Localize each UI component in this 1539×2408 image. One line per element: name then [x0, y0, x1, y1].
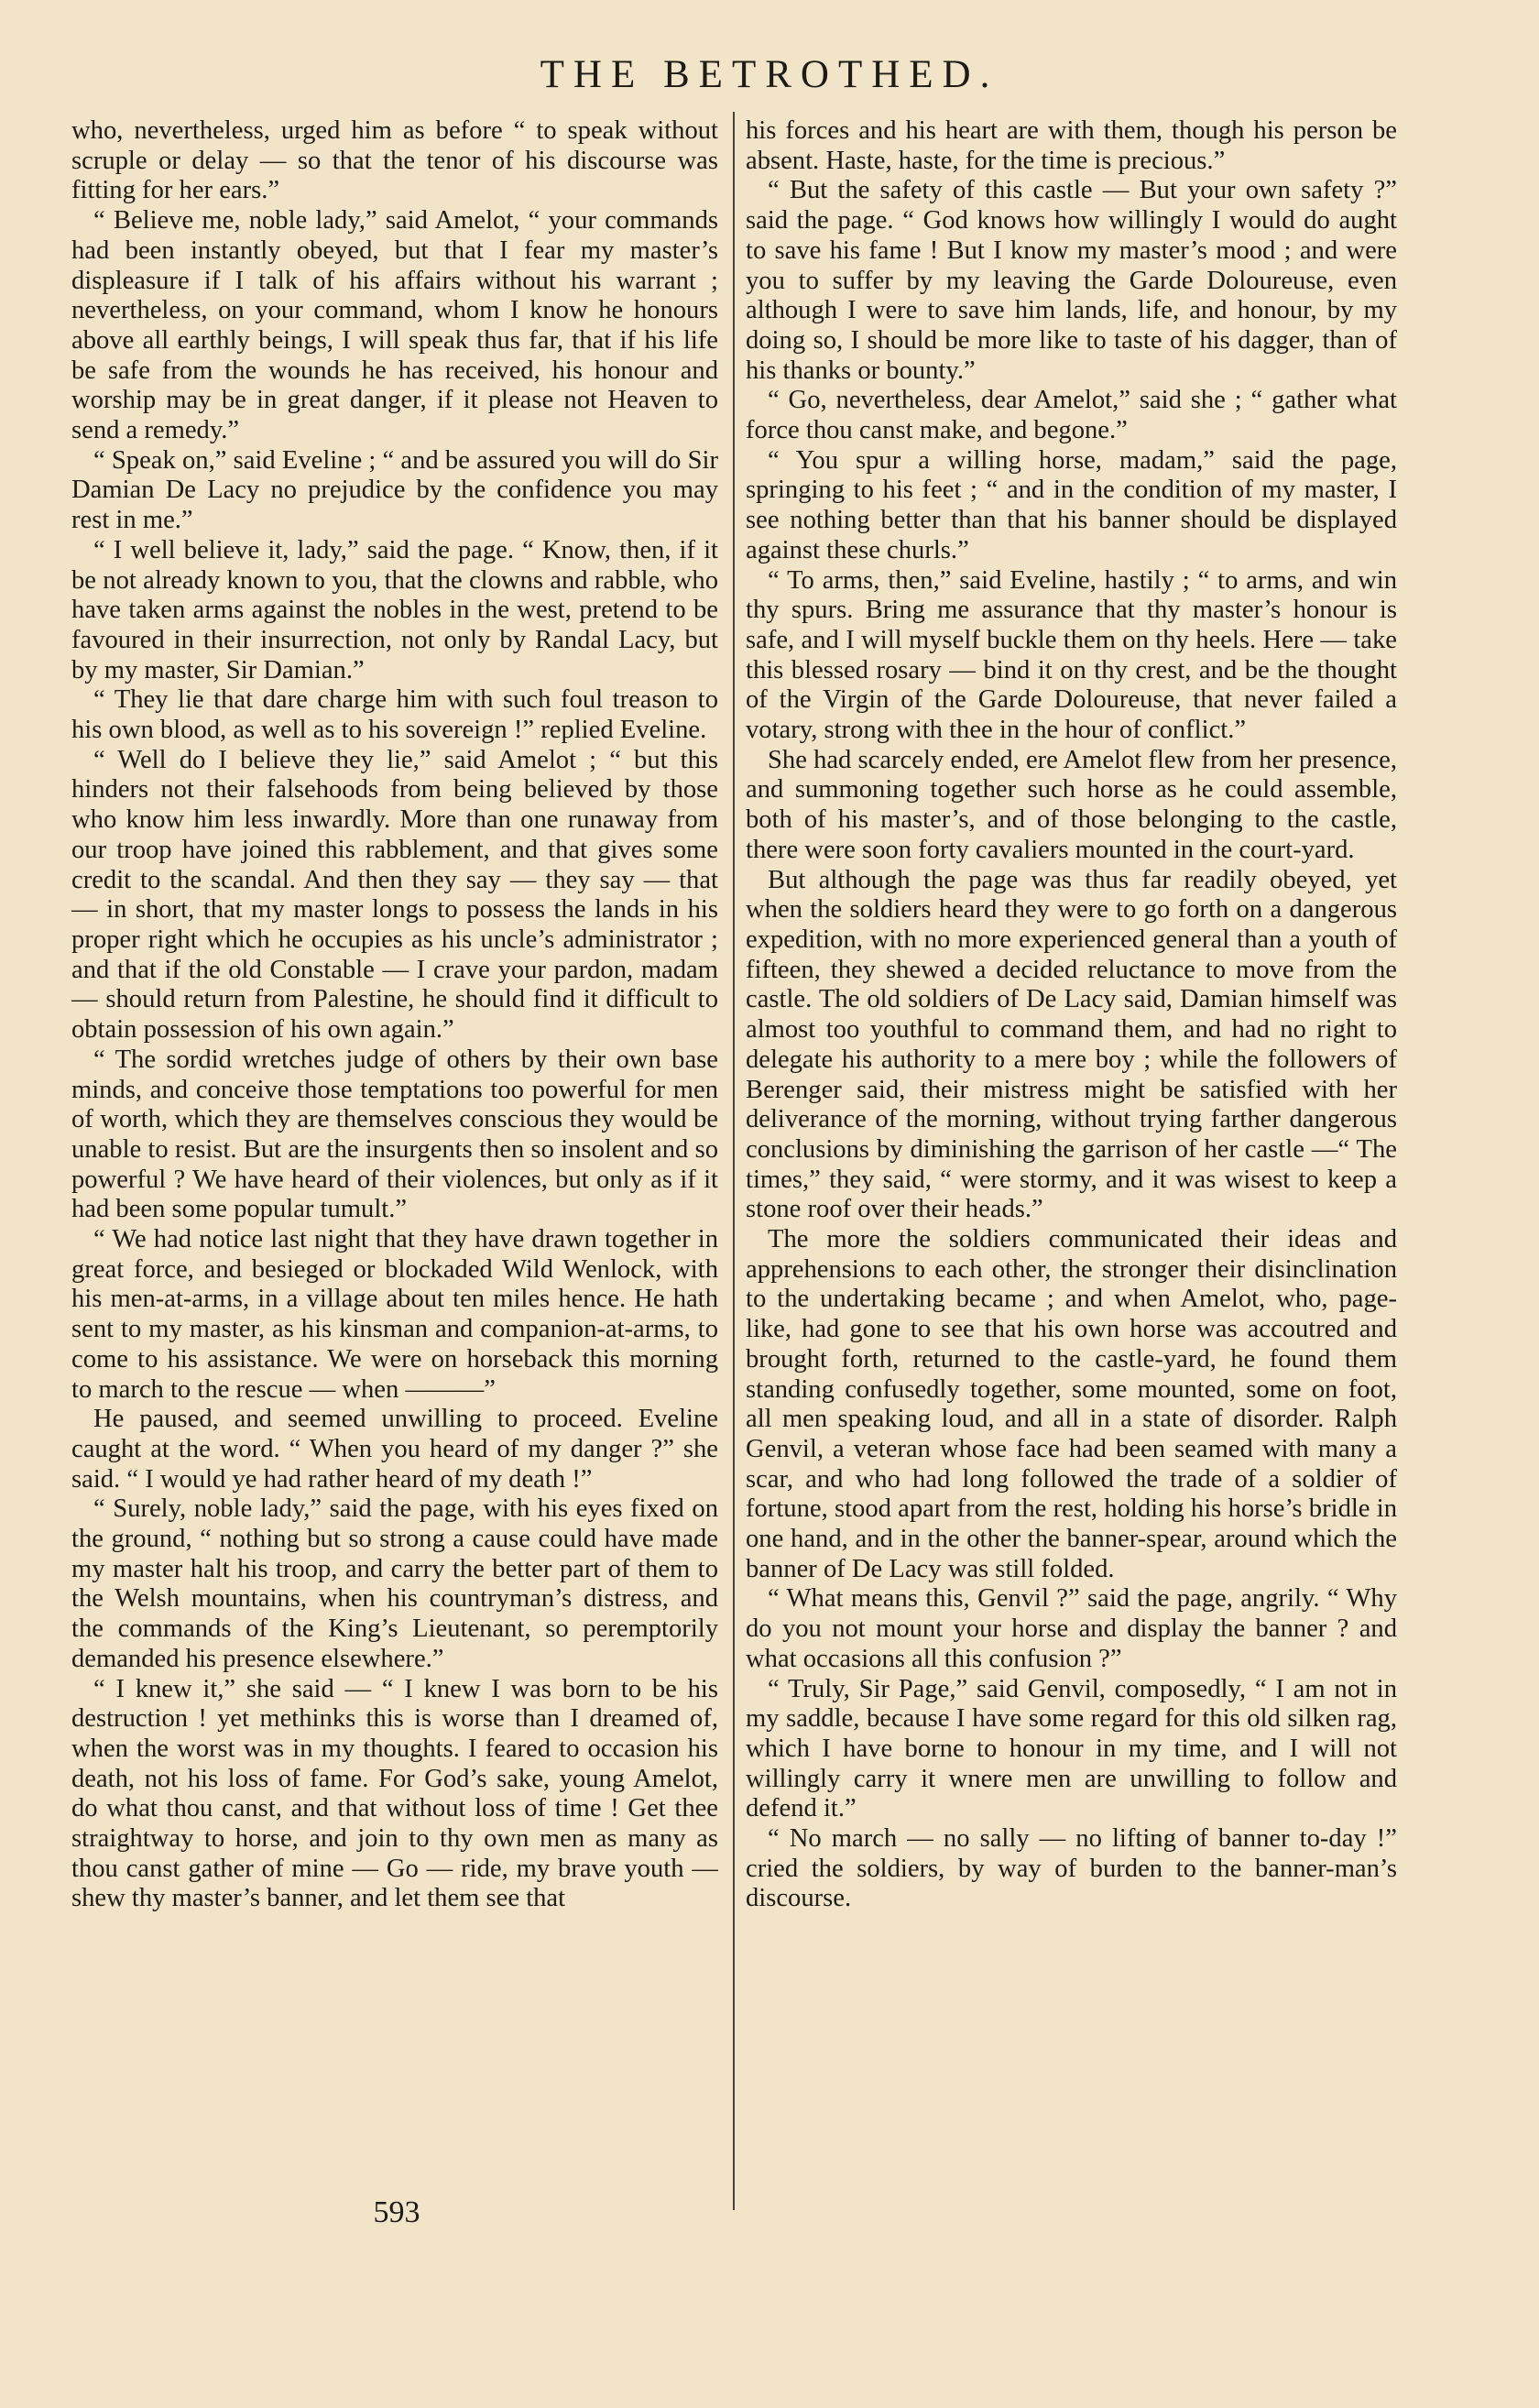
page-number: 593 [373, 2195, 420, 2229]
left-column [71, 116, 718, 2196]
paragraph: “ What means this, Genvil ?” said the page, angrily. “ Why do you not mount your horse and display the banner ? and what occasions all this confusion ?” [746, 1584, 1397, 1673]
paragraph: The more the soldiers communicated their ideas and apprehensions to each other, the stronger their disinclination to the undertaking became ; and when Amelot, who, page-like, had gone to see that his own horse was accoutred and brought forth, returned to the castle-yard, he found them standing confusedly together, some mounted, some on foot, all men speaking loud, and all in a state of disorder. Ralph Genvil, a veteran whose face had been seamed with many a scar, and who had long followed the trade of a soldier of fortune, stood apart from the rest, holding his horse’s bridle in one hand, and in the other the banner-spear, around which the banner of De Lacy was still folded. [746, 1225, 1397, 1583]
page-header: THE BETROTHED. [540, 53, 999, 96]
paragraph: “ Speak on,” said Eveline ; “ and be assured you will do Sir Damian De Lacy no prejudice by the confidence you may rest in me.” [71, 445, 718, 535]
paragraph: But although the page was thus far readily obeyed, yet when the soldiers heard they were to go forth on a dangerous expedition, with no more experienced general than a youth of fifteen, they shewed a decided reluctance to move from the castle. The old soldiers of De Lacy said, Damian himself was almost too youthful to command them, and had no right to delegate his authority to a mere boy ; while the followers of Berenger said, their mistress might be satisfied with her deliverance of the morning, without trying farther dangerous conclusions by diminishing the garrison of her castle —“ The times,” they said, “ were stormy, and it was wisest to keep a stone roof over their heads.” [746, 865, 1397, 1224]
paragraph: “ Believe me, noble lady,” said Amelot, “ your commands had been instantly obeyed, but that I fear my master’s displeasure if I talk of his affairs without his warrant ; nevertheless, on your command, whom I know he honours above all earthly beings, I will speak thus far, that if his life be safe from the wounds he has received, his honour and worship may be in great danger, if it please not Heaven to send a remedy.” [71, 206, 718, 445]
paragraph: “ I well believe it, lady,” said the page. “ Know, then, if it be not already known to you, that the clowns and rabble, who have taken arms against the nobles in the west, pretend to be favoured in their insurrection, not only by Randal Lacy, but by my master, Sir Damian.” [71, 535, 718, 684]
paragraph: “ To arms, then,” said Eveline, hastily ; “ to arms, and win thy spurs. Bring me assurance that thy master’s honour is safe, and I will myself buckle them on thy heels. Here — take this blessed rosary — bind it on thy crest, and be the thought of the Virgin of the Garde Doloureuse, that never failed a votary, strong with thee in the hour of conflict.” [746, 565, 1397, 745]
paragraph: who, nevertheless, urged him as before “ to speak without scruple or delay — so that the tenor of his discourse was fitting for her ears.” [71, 116, 718, 205]
paragraph: his forces and his heart are with them, though his person be absent. Haste, haste, for the time is precious.” [746, 116, 1397, 175]
paragraph: “ Well do I believe they lie,” said Amelot ; “ but this hinders not their falsehoods from being believed by those who know him less inwardly. More than one runaway from our troop have joined this rabblement, and that gives some credit to the scandal. And then they say — they say — that — in short, that my master longs to possess the lands in his proper right which he occupies as his uncle’s administrator ; and that if the old Constable — I crave your pardon, madam — should return from Palestine, he should find it difficult to obtain possession of his own again.” [71, 745, 718, 1045]
paragraph: She had scarcely ended, ere Amelot flew from her presence, and summoning together such horse as he could assemble, both of his master’s, and of those belonging to the castle, there were soon forty cavaliers mounted in the court-yard. [746, 745, 1397, 864]
column-divider [733, 112, 735, 2210]
paragraph: “ Surely, noble lady,” said the page, with his eyes fixed on the ground, “ nothing but so strong a cause could have made my master halt his troop, and carry the better part of them to the Welsh mountains, when his countryman’s distress, and the commands of the King’s Lieutenant, so peremptorily demanded his presence elsewhere.” [71, 1494, 718, 1673]
paragraph: “ I knew it,” she said — “ I knew I was born to be his destruction ! yet methinks this is worse than I dreamed of, when the worst was in my thoughts. I feared to occasion his death, not his loss of fame. For God’s sake, young Amelot, do what thou canst, and that without loss of time ! Get thee straightway to horse, and join to thy own men as many as thou canst gather of mine — Go — ride, my brave youth — shew thy master’s banner, and let them see that [71, 1674, 718, 1913]
paragraph: He paused, and seemed unwilling to proceed. Eveline caught at the word. “ When you heard of my danger ?” she said. “ I would ye had rather heard of my death !” [71, 1405, 718, 1494]
paragraph: “ They lie that dare charge him with such foul treason to his own blood, as well as to his sovereign !” replied Eveline. [71, 685, 718, 745]
right-column [746, 116, 1397, 2196]
paragraph: “ You spur a willing horse, madam,” said the page, springing to his feet ; “ and in the condition of my master, I see nothing better than that his banner should be displayed against these churls.” [746, 445, 1397, 564]
paragraph: “ No march — no sally — no lifting of banner to-day !” cried the soldiers, by way of burden to the banner-man’s discourse. [746, 1824, 1397, 1913]
paragraph: “ Truly, Sir Page,” said Genvil, composedly, “ I am not in my saddle, because I have some regard for this old silken rag, which I have borne to honour in my time, and I will not willingly carry it wnere men are unwilling to follow and defend it.” [746, 1674, 1397, 1823]
paragraph: “ We had notice last night that they have drawn together in great force, and besieged or blockaded Wild Wenlock, with his men-at-arms, in a village about ten miles hence. He hath sent to my master, as his kinsman and companion-at-arms, to come to his assistance. We were on horseback this morning to march to the rescue — when ———” [71, 1225, 718, 1404]
paragraph: “ The sordid wretches judge of others by their own base minds, and conceive those temptations too powerful for men of worth, which they are themselves conscious they would be unable to resist. But are the insurgents then so insolent and so powerful ? We have heard of their violences, but only as if it had been some popular tumult.” [71, 1045, 718, 1224]
paragraph: “ But the safety of this castle — But your own safety ?” said the page. “ God knows how willingly I would do aught to save his fame ! But I know my master’s mood ; and were you to suffer by my leaving the Garde Doloureuse, even although I were to save him lands, life, and honour, by my doing so, I should be more like to taste of his dagger, than of his thanks or bounty.” [746, 176, 1397, 385]
paragraph: “ Go, nevertheless, dear Amelot,” said she ; “ gather what force thou canst make, and begone.” [746, 386, 1397, 445]
